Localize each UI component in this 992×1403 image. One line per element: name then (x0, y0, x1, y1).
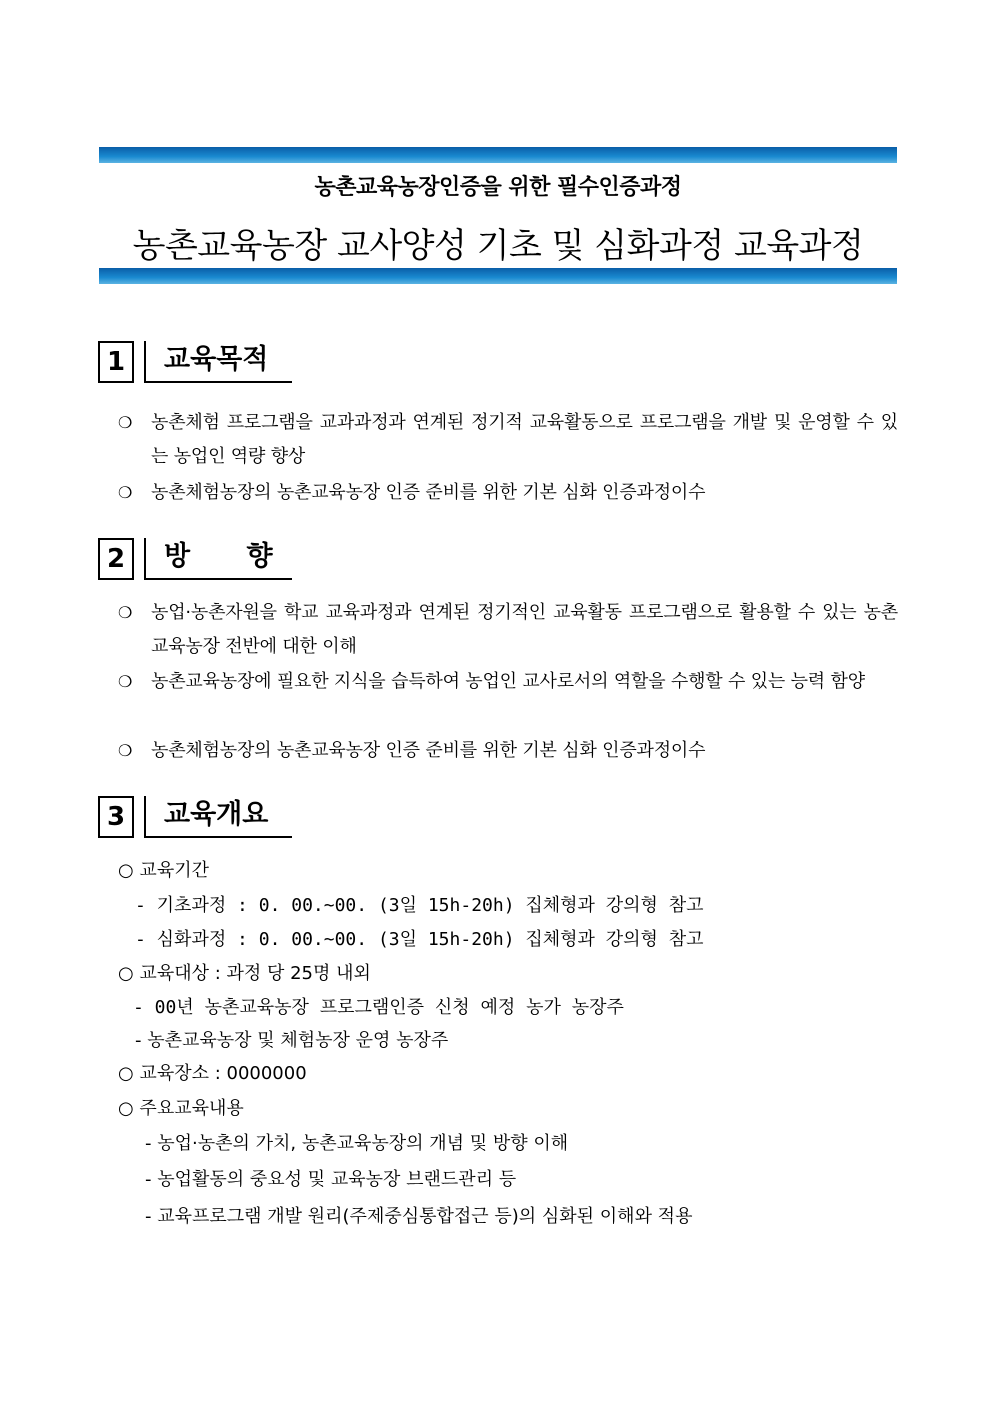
circle-bullet-icon: ❍ (118, 413, 133, 432)
overview-line: ○ 교육기간 (118, 860, 209, 881)
overview-line: ○ 주요교육내용 (118, 1098, 244, 1119)
section-number: 3 (98, 796, 134, 838)
section-title: 교육개요 (144, 796, 292, 838)
overview-line: - 농업·농촌의 가치, 농촌교육농장의 개념 및 방향 이해 (145, 1133, 569, 1154)
overview-line: - 00년 농촌교육농장 프로그램인증 신청 예정 농가 농장주 (133, 997, 624, 1018)
section-number: 1 (98, 341, 134, 383)
overview-line: - 심화과정 : 0. 00.~00. (3일 15h-20h) 집체형과 강의형 참고 (135, 929, 704, 950)
circle-bullet-icon: ❍ (118, 741, 133, 760)
document-title: 농촌교육농장 교사양성 기초 및 심화과정 교육과정 (132, 226, 864, 266)
list-item: ❍ 농촌체험 프로그램을 교과과정과 연계된 정기적 교육활동으로 프로그램을 개발 및 운영할 수 있는 농업인 역량 향상 (118, 406, 898, 474)
section-number: 2 (98, 538, 134, 580)
section-title: 방 향 (144, 538, 292, 580)
circle-bullet-icon: ❍ (118, 603, 133, 622)
list-item: ❍ 농촌체험농장의 농촌교육농장 인증 준비를 위한 기본 심화 인증과정이수 (118, 734, 898, 768)
circle-bullet-icon: ❍ (118, 672, 133, 691)
header-bottom-bar (99, 268, 897, 284)
document-subtitle: 농촌교육농장인증을 위한 필수인증과정 (314, 174, 682, 200)
overview-line: - 농촌교육농장 및 체험농장 운영 농장주 (135, 1030, 449, 1051)
overview-line: - 농업활동의 중요성 및 교육농장 브랜드관리 등 (145, 1169, 517, 1190)
list-item: ❍ 농촌교육농장에 필요한 지식을 습득하여 농업인 교사로서의 역할을 수행할 수 있는 능력 함양 (118, 665, 898, 699)
overview-line: ○ 교육대상 : 과정 당 25명 내외 (118, 963, 371, 984)
list-item: ❍ 농업·농촌자원을 학교 교육과정과 연계된 정기적인 교육활동 프로그램으로 활용할 수 있는 농촌교육농장 전반에 대한 이해 (118, 596, 898, 664)
section-title: 교육목적 (144, 341, 292, 383)
overview-line: ○ 교육장소 : 0000000 (118, 1063, 307, 1084)
header-top-bar (99, 147, 897, 163)
list-item: ❍ 농촌체험농장의 농촌교육농장 인증 준비를 위한 기본 심화 인증과정이수 (118, 476, 898, 510)
overview-line: - 교육프로그램 개발 원리(주제중심통합접근 등)의 심화된 이해와 적용 (145, 1206, 693, 1227)
overview-line: - 기초과정 : 0. 00.~00. (3일 15h-20h) 집체형과 강의형 참고 (135, 895, 704, 916)
circle-bullet-icon: ❍ (118, 483, 133, 502)
